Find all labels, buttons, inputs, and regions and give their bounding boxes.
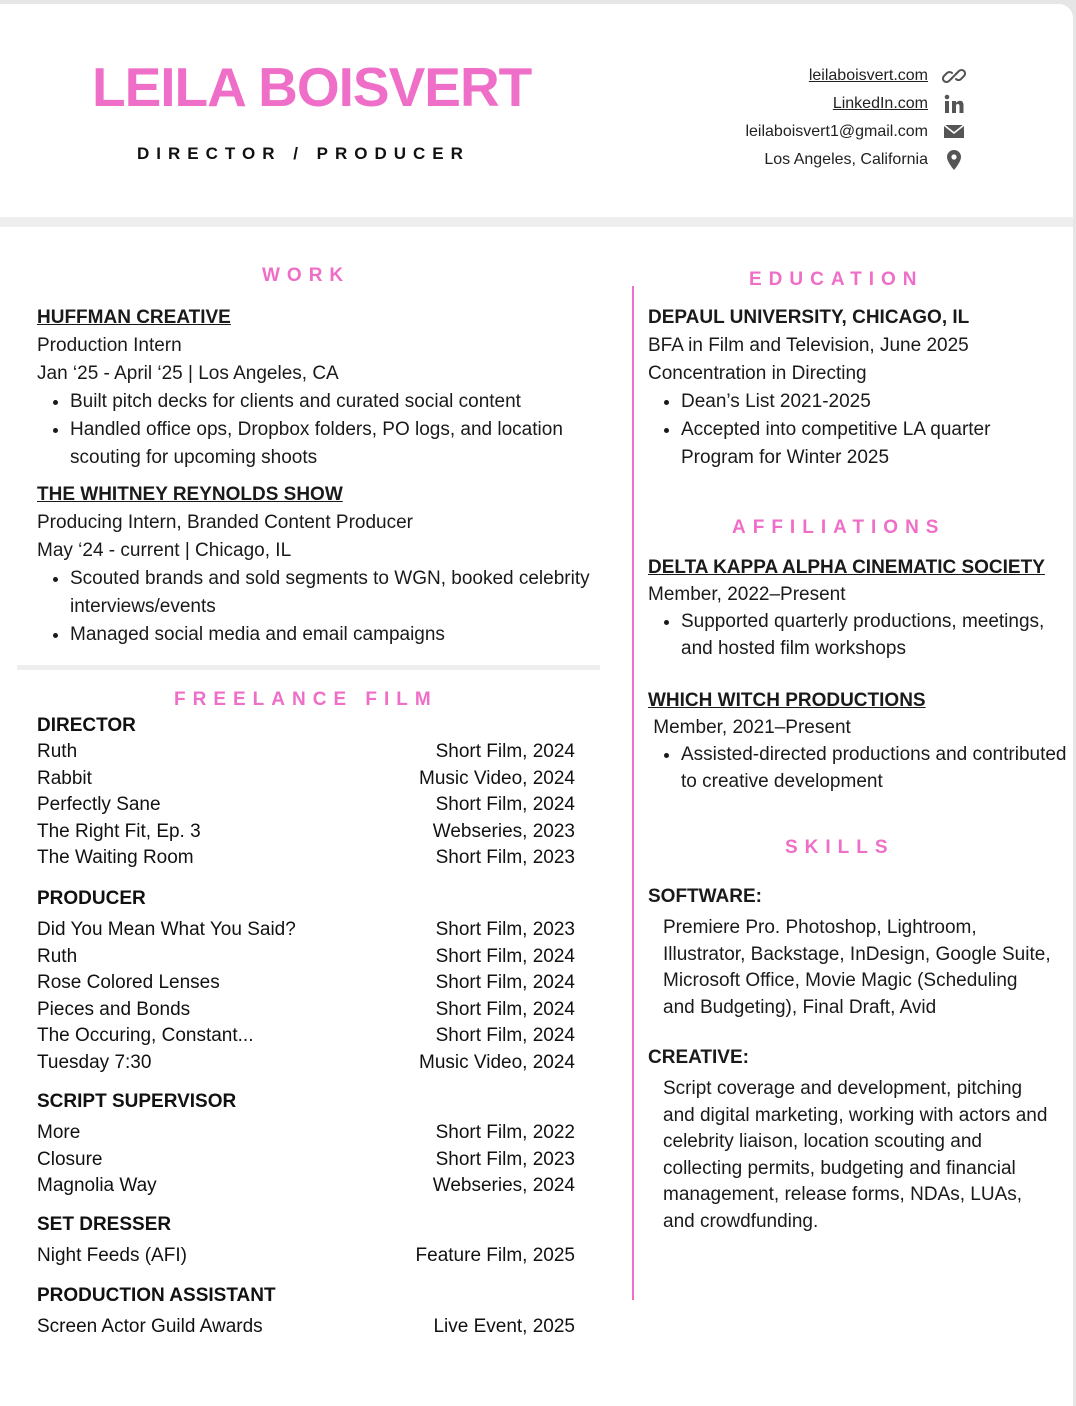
- film-title: The Waiting Room: [37, 847, 194, 868]
- job-bullet: • Handled office ops, Dropbox folders, PO logs, and location scouting for upcoming shoots: [70, 416, 617, 472]
- film-row: [37, 917, 575, 944]
- film-row: [37, 1147, 575, 1174]
- contact-location: [745, 146, 928, 174]
- film-type: Music Video, 2024: [419, 767, 575, 789]
- skill-text-software: Premiere Pro. Photoshop, Lightroom, Illustrator, Backstage, InDesign, Google Suite, Microsoft Office, Movie Magic (Scheduling and Budgeting), Final Draft, Avid: [663, 917, 1051, 1018]
- degree: BFA in Film and Television, June 2025: [648, 335, 969, 356]
- contact-email: [745, 118, 928, 146]
- film-row: [37, 819, 575, 846]
- film-title: Did You Mean What You Said?: [37, 919, 296, 940]
- skills-section-title: SKILLS: [785, 837, 895, 858]
- film-type: Short Film, 2022: [435, 1122, 575, 1143]
- film-section-heading: PRODUCER: [37, 888, 146, 909]
- film-title: Tuesday 7:30: [37, 1051, 152, 1073]
- job-bullet: • Built pitch decks for clients and curated social content: [70, 388, 617, 416]
- contact-linkedin: [745, 90, 928, 118]
- contact-website: [745, 62, 928, 90]
- resume-page: [0, 4, 1073, 1406]
- film-type: Short Film, 2024: [435, 794, 575, 815]
- film-type: Webseries, 2024: [432, 1175, 575, 1196]
- work-section-title: WORK: [262, 265, 351, 286]
- concentration: Concentration in Directing: [648, 363, 867, 384]
- film-title: Ruth: [37, 741, 78, 762]
- film-section-producer: [37, 886, 575, 1076]
- linkedin-link[interactable]: LinkedIn.com: [832, 95, 928, 112]
- location-pin-icon: [942, 149, 966, 171]
- education-bullet: • Dean’s List 2021-2025: [681, 388, 1063, 416]
- education-bullets: [648, 388, 1063, 472]
- film-row: [37, 1120, 575, 1147]
- film-title: More: [37, 1122, 81, 1143]
- affiliation-entry: [648, 687, 1068, 795]
- job-bullet: • Managed social media and email campaigns: [70, 621, 617, 649]
- job-org: THE WHITNEY REYNOLDS SHOW: [37, 484, 343, 505]
- job-bullet: • Scouted brands and sold segments to WGN, booked celebrity interviews/events: [70, 565, 617, 621]
- film-title: The Occuring, Constant...: [37, 1025, 254, 1046]
- job-org: HUFFMAN CREATIVE: [37, 307, 231, 328]
- affiliation-role: Member, 2022–Present: [648, 584, 846, 605]
- education-section-title: EDUCATION: [749, 269, 924, 290]
- film-section-set-dresser: [37, 1212, 575, 1270]
- film-row: [37, 766, 575, 793]
- film-row: [37, 970, 575, 997]
- website-link[interactable]: leilaboisvert.com: [808, 67, 928, 84]
- job-dates: May ‘24 - current | Chicago, IL: [37, 540, 292, 561]
- film-section-heading: SCRIPT SUPERVISOR: [37, 1091, 237, 1112]
- film-type: Short Film, 2024: [435, 1025, 575, 1046]
- film-type: Webseries, 2023: [432, 820, 575, 842]
- film-type: Short Film, 2023: [435, 847, 575, 868]
- job-dates: Jan ‘25 - April ‘25 | Los Angeles, CA: [37, 363, 339, 384]
- affiliation-bullets: [648, 608, 1068, 662]
- film-section-heading: PRODUCTION ASSISTANT: [37, 1285, 276, 1306]
- header-divider: [0, 217, 1073, 227]
- film-row: [37, 944, 575, 971]
- education-bullet: • Accepted into competitive LA quarter Program for Winter 2025: [681, 416, 1063, 472]
- film-row: [37, 1023, 575, 1050]
- job-role: Production Intern: [37, 335, 182, 356]
- film-title: Screen Actor Guild Awards: [37, 1316, 263, 1337]
- candidate-role: DIRECTOR / PRODUCER: [137, 144, 470, 163]
- affiliations-section: [648, 554, 1068, 795]
- section-divider: [17, 665, 600, 670]
- affiliation-org: WHICH WITCH PRODUCTIONS: [648, 690, 926, 711]
- film-section-heading: SET DRESSER: [37, 1214, 172, 1235]
- film-title: Perfectly Sane: [37, 794, 161, 815]
- skill-heading-software: SOFTWARE:: [648, 886, 762, 907]
- film-section-production-assistant: [37, 1283, 575, 1341]
- film-type: Short Film, 2024: [435, 741, 575, 762]
- film-type: Short Film, 2023: [435, 1148, 575, 1170]
- film-row: [37, 739, 575, 766]
- film-row: [37, 792, 575, 819]
- film-title: Magnolia Way: [37, 1175, 157, 1196]
- education-section: [648, 304, 1063, 472]
- job-entry: [37, 481, 617, 649]
- work-section: [37, 304, 617, 649]
- film-type: Short Film, 2024: [435, 972, 575, 993]
- freelance-section-title: FREELANCE FILM: [174, 689, 438, 710]
- mail-icon: [942, 121, 966, 143]
- film-title: Ruth: [37, 945, 78, 967]
- affiliation-bullet: • Supported quarterly productions, meetings, and hosted film workshops: [681, 608, 1068, 662]
- film-row: [37, 1173, 575, 1200]
- film-section-heading: DIRECTOR: [37, 715, 136, 736]
- job-bullets: [37, 388, 617, 472]
- film-title: Rose Colored Lenses: [37, 972, 220, 993]
- film-row: [37, 845, 575, 872]
- affiliation-role: Member, 2021–Present: [648, 717, 851, 738]
- location-text: Los Angeles, California: [764, 151, 928, 168]
- film-row: [37, 997, 575, 1024]
- film-type: Music Video, 2024: [419, 1051, 575, 1073]
- film-section-script-supervisor: [37, 1089, 575, 1200]
- school-name: DEPAUL UNIVERSITY, CHICAGO, IL: [648, 307, 970, 328]
- film-row: [37, 1314, 575, 1341]
- job-role: Producing Intern, Branded Content Producer: [37, 512, 414, 533]
- candidate-name: LEILA BOISVERT: [92, 56, 532, 118]
- skill-heading-creative: CREATIVE:: [648, 1047, 749, 1068]
- film-title: Pieces and Bonds: [37, 998, 191, 1020]
- film-type: Live Event, 2025: [433, 1316, 575, 1337]
- film-type: Short Film, 2023: [435, 919, 575, 940]
- film-row: [37, 1243, 575, 1270]
- email-text[interactable]: leilaboisvert1@gmail.com: [745, 123, 928, 140]
- film-section-director: [37, 713, 575, 872]
- contact-block: [745, 62, 928, 174]
- film-title: The Right Fit, Ep. 3: [37, 820, 201, 842]
- skill-text-creative: Script coverage and development, pitching and digital marketing, working with actors and celebrity liaison, location scouting and collecting permits, budgeting and financial management, release forms, NDAs, LUAs, and crowdfunding.: [663, 1078, 1048, 1232]
- film-type: Short Film, 2024: [435, 945, 575, 967]
- affiliations-section-title: AFFILIATIONS: [732, 517, 946, 538]
- film-row: [37, 1050, 575, 1077]
- film-title: Closure: [37, 1148, 103, 1170]
- film-type: Short Film, 2024: [435, 998, 575, 1020]
- link-icon: [942, 65, 966, 87]
- job-entry: [37, 304, 617, 472]
- film-title: Rabbit: [37, 767, 92, 789]
- film-type: Feature Film, 2025: [415, 1245, 575, 1266]
- linkedin-icon: [942, 93, 966, 115]
- affiliation-bullets: [648, 741, 1068, 795]
- skills-section: [648, 884, 1053, 1235]
- job-bullets: [37, 565, 617, 649]
- affiliation-entry: [648, 554, 1068, 662]
- column-divider: [632, 286, 634, 1300]
- film-title: Night Feeds (AFI): [37, 1245, 187, 1266]
- affiliation-org: DELTA KAPPA ALPHA CINEMATIC SOCIETY: [648, 557, 1045, 578]
- affiliation-bullet: • Assisted-directed productions and contributed to creative development: [681, 741, 1068, 795]
